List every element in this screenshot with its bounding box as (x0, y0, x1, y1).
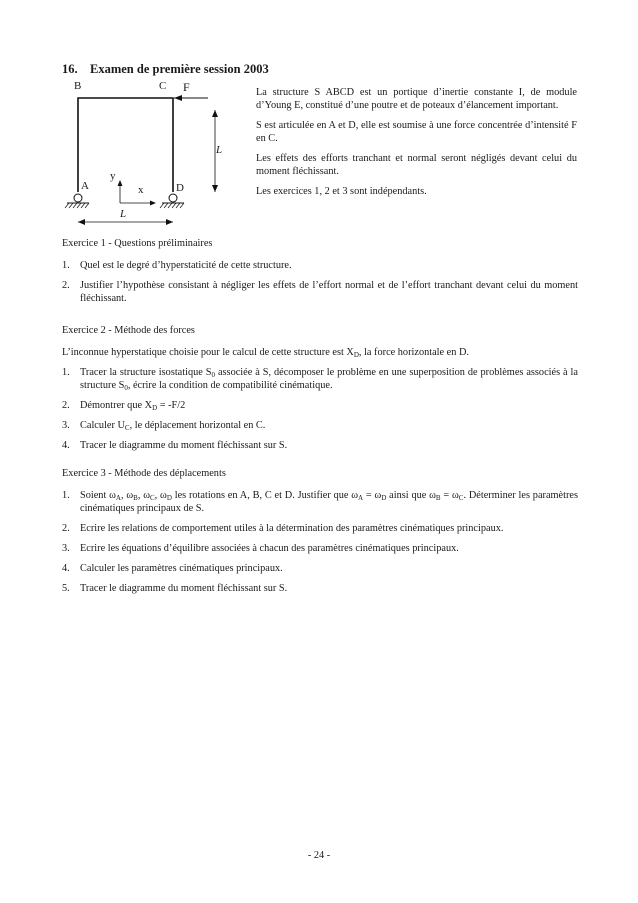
question-item (62, 489, 578, 515)
question-text: Calculer les paramètres cinématiques principaux. (80, 563, 283, 574)
exercise-1 (62, 237, 578, 312)
problem-statement (256, 86, 577, 205)
statement-paragraph: Les effets des efforts tranchant et normal seront négligés devant celui du moment fléchissant. (256, 153, 577, 177)
question-number: 1. (62, 490, 70, 501)
question-item (62, 366, 578, 392)
question-number: 5. (62, 583, 70, 594)
node-label-a: A (81, 180, 89, 192)
question-text: Quel est le degré d’hyperstaticité de cette structure. (80, 260, 292, 271)
question-text: Calculer $U_C$, le déplacement horizontal en C. (80, 420, 266, 432)
section-number: 16. (62, 62, 78, 76)
node-label-d: D (176, 182, 184, 194)
question-item (62, 419, 578, 432)
question-number: 1. (62, 260, 70, 271)
question-number: 2. (62, 400, 70, 411)
statement-paragraph: Les exercices 1, 2 et 3 sont indépendants. (256, 186, 427, 197)
question-text: Tracer le diagramme du moment fléchissant sur S. (80, 440, 288, 451)
exercise-2 (62, 324, 578, 459)
page-number: - 24 - (307, 850, 331, 861)
portal-frame-figure (58, 80, 238, 230)
node-label-b: B (74, 80, 82, 92)
exercise-title: Exercice 3 - Méthode des déplacements (62, 468, 226, 479)
question-item (62, 542, 578, 555)
question-item (62, 582, 578, 595)
question-number: 3. (62, 420, 70, 431)
question-text: Tracer la structure isostatique $S_0$ associée à S, décomposer le problème en une superposition de problèmes associés à la structure $S_0$, écrire la condition de compatibilité cinématique. (80, 367, 578, 392)
question-text: Soient $\omega_A$, $\omega_B$, $\omega_C$, $\omega_D$ les rotations en A, B, C et D. Justifier que $\omega_A = \omega_D$ ainsi que $\omega_B = \omega_C$. Déterminer les paramètres cinématiques principaux de S. (80, 490, 578, 514)
question-item (62, 259, 578, 272)
question-item (62, 522, 578, 535)
portal-frame-drawing (58, 80, 238, 230)
force-label-f: F (183, 80, 190, 94)
frame-members (78, 98, 173, 192)
question-number: 2. (62, 523, 70, 534)
question-number: 2. (62, 280, 70, 291)
question-item (62, 399, 578, 412)
statement-paragraph: La structure S ABCD est un portique d’inertie constante I, de module d’Young E, constitué d’une poutre et de poteaux d’élancement important. (256, 87, 577, 111)
question-item (62, 562, 578, 575)
question-number: 3. (62, 543, 70, 554)
exercise-title: Exercice 1 - Questions préliminaires (62, 238, 213, 249)
question-text: Démontrer que $X_D = -F/2$ (80, 400, 186, 412)
question-item (62, 279, 578, 305)
statement-paragraph: S est articulée en A et D, elle est soumise à une force concentrée d’intensité F en C. (256, 120, 577, 144)
node-label-c: C (159, 80, 167, 92)
exercise-3 (62, 467, 578, 602)
question-item (62, 439, 578, 452)
axis-label-x: x (138, 184, 144, 196)
force-arrow (174, 95, 182, 101)
pin-support-a (65, 194, 89, 208)
exercise-title: Exercice 2 - Méthode des forces (62, 325, 195, 336)
length-label-vertical: L (216, 144, 223, 156)
pin-support-d (160, 194, 184, 208)
exercise-intro: L’inconnue hyperstatique choisie pour le calcul de cette structure est $X_D$, la force horizontale en D. (62, 347, 469, 359)
question-text: Tracer le diagramme du moment fléchissant sur S. (80, 583, 288, 594)
question-text: Ecrire les équations d’équilibre associées à chacun des paramètres cinématiques principaux. (80, 543, 459, 554)
question-number: 1. (62, 367, 70, 378)
length-label-horizontal: L (120, 208, 127, 220)
question-text: Ecrire les relations de comportement utiles à la détermination des paramètres cinématiques principaux. (80, 523, 504, 534)
question-number: 4. (62, 440, 70, 451)
question-number: 4. (62, 563, 70, 574)
section-title: Examen de première session 2003 (90, 62, 269, 76)
question-text: Justifier l’hypothèse consistant à négliger les effets de l’effort normal et de l’effort tranchant devant celui du moment fléchissant. (80, 280, 578, 304)
section-heading (62, 62, 269, 77)
axis-label-y: y (110, 170, 116, 182)
